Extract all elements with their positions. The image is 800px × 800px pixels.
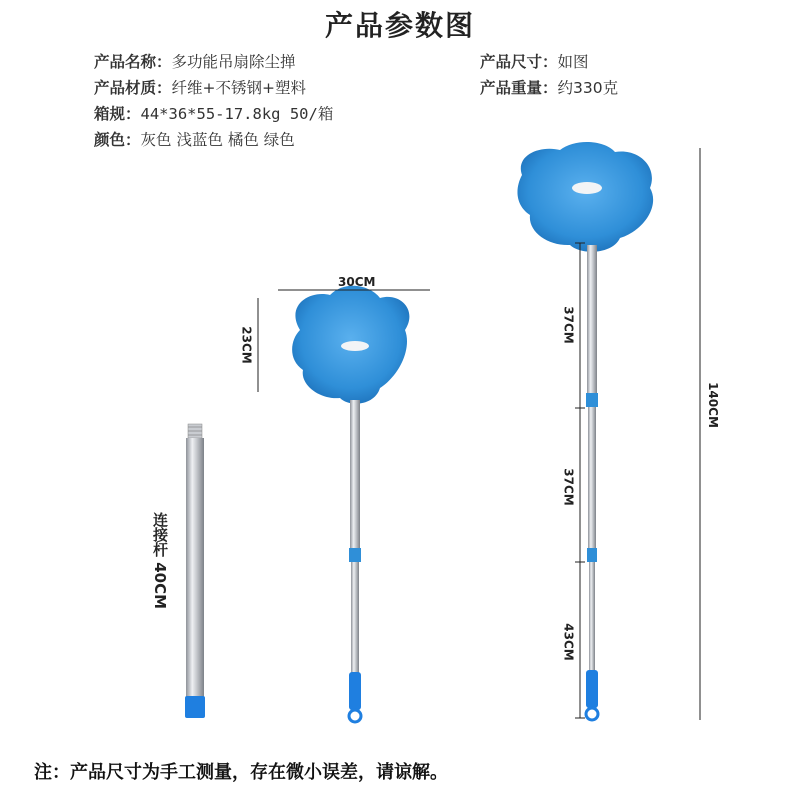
- spec-label: 产品名称：: [94, 53, 172, 71]
- hang-loop: [586, 708, 598, 720]
- pole-segment-3: [589, 562, 595, 672]
- pole-segment-1: [587, 245, 597, 395]
- duster-head-large: [517, 142, 653, 252]
- spec-value: 纤维+不锈钢+塑料: [171, 79, 306, 97]
- pole-upper: [350, 400, 360, 550]
- spec-value: 如图: [557, 53, 589, 71]
- page-title: 产品参数图: [324, 9, 475, 42]
- pole-joint-1: [586, 393, 598, 407]
- spec-label: 颜色：: [94, 131, 141, 149]
- pole-segment-2: [588, 407, 596, 548]
- dim-total: 140CM: [705, 382, 720, 428]
- pole-joint: [349, 548, 361, 562]
- hang-loop: [349, 710, 361, 722]
- rod-cap: [185, 696, 205, 718]
- dim-head-height: 23CM: [239, 326, 254, 364]
- long-duster: [517, 142, 653, 720]
- spec-label: 产品重量：: [480, 79, 558, 97]
- spec-value: 约330克: [557, 79, 619, 97]
- dim-seg2: 37CM: [561, 468, 576, 506]
- head-center: [572, 182, 602, 194]
- spec-value: 灰色 浅蓝色 橘色 绿色: [140, 131, 295, 149]
- rod-tube: [186, 438, 204, 698]
- spec-value: 44*36*55-17.8kg 50/箱: [140, 105, 334, 123]
- spec-label: 产品材质：: [94, 79, 172, 97]
- rod-length-label: 连接杆 40CM: [151, 512, 169, 610]
- spec-label: 箱规：: [94, 105, 141, 123]
- connecting-rod: [185, 424, 205, 718]
- pole-joint-2: [587, 548, 597, 562]
- spec-label: 产品尺寸：: [480, 53, 558, 71]
- footnote: 注：产品尺寸为手工测量，存在微小误差，请谅解。: [34, 762, 448, 783]
- pole-lower: [351, 562, 359, 674]
- dim-seg3: 43CM: [561, 623, 576, 661]
- head-center: [341, 341, 369, 351]
- dim-seg1: 37CM: [561, 306, 576, 344]
- pole-grip: [586, 670, 598, 708]
- short-duster: [292, 286, 409, 722]
- spec-value: 多功能吊扇除尘掸: [171, 53, 296, 71]
- dim-head-width: 30CM: [338, 275, 376, 289]
- pole-grip: [349, 672, 361, 710]
